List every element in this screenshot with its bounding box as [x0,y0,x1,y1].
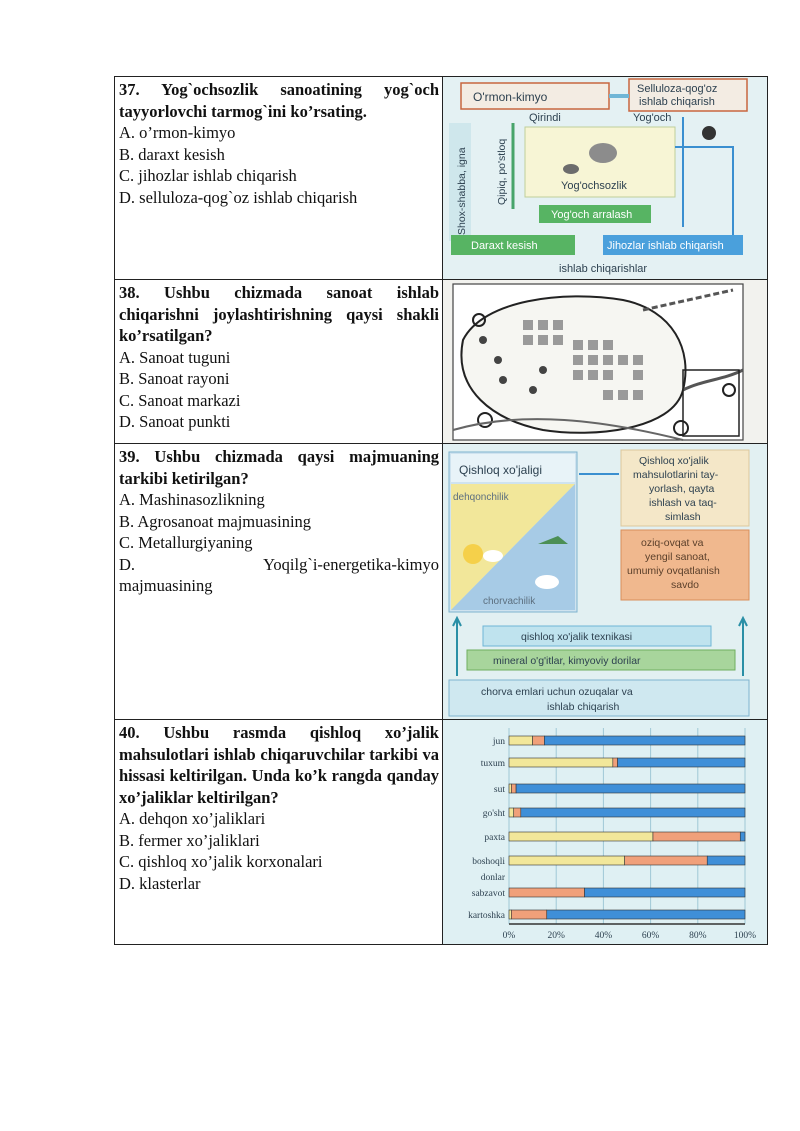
x-tick-label: 60% [641,931,660,941]
category-label: sabzavot [471,889,505,899]
label-oziq-1: oziq-ovqat va [641,537,704,549]
option-d [119,554,439,576]
bar-segment [544,736,745,745]
question-38-text: 38. Ushbu chizmada sanoat ishlab chiqarishni joylashtirishning qaysi shakli ko’rsatilgan? [119,283,439,345]
label-daraxt-kesish: Daraxt kesish [471,240,538,252]
option-c: C. Sanoat markazi [119,390,241,410]
question-40-cell [115,720,443,945]
category-label: paxta [484,833,505,843]
label-yogoch-arralash: Yog'och arralash [551,209,633,221]
question-38-cell [115,280,443,444]
option-a: A. Sanoat tuguni [119,347,231,367]
category-label: kartoshka [468,911,505,921]
option-d: D. selluloza-qog`oz ishlab chiqarish [119,187,358,207]
bar-segment [533,736,545,745]
option-c: C. qishloq xo’jalik korxonalari [119,852,323,871]
option-d-letter: D. [119,554,136,574]
label-selluloza-2: ishlab chiqarish [639,96,715,108]
option-d: D. klasterlar [119,873,201,893]
option-d: D. Sanoat punkti [119,412,231,431]
bar-segment [511,910,546,919]
bar-segment [509,758,613,767]
label-jihozlar: Jihozlar ishlab chiqarish [607,240,724,252]
x-tick-label: 40% [594,931,613,941]
category-label: donlar [480,873,505,883]
option-b: B. Agrosanoat majmuasining [119,511,312,531]
question-37-text: 37. Yog`ochsozlik sanoatining yog`och tayyorlovchi tarmog`ini ko’rsating. [119,80,439,121]
quiz-table [114,76,768,945]
category-label: go'sht [482,809,505,819]
label-yogochsozlik: Yog'ochsozlik [561,180,627,192]
option-b: B. daraxt kesish [119,144,225,164]
x-tick-label: 80% [689,931,707,941]
label-selluloza: Selluloza-qog'oz [637,83,718,95]
bar-segment [707,856,745,865]
question-39-text: 39. Ushbu chizmada qaysi majmuaning tarkibi ketirilgan? [119,447,439,488]
category-label: tuxum [480,759,505,769]
option-d-text: Yoqilg`i-energetika-kimyo [263,554,439,574]
bar-segment [740,832,745,841]
industrial-layout-map [443,280,767,443]
x-tick-label: 0% [502,931,516,941]
label-tayyorlash-1: Qishloq xo'jalik [639,455,709,467]
label-ishlab-chiqarishlar: ishlab chiqarishlar [559,263,648,275]
category-label: jun [492,737,505,747]
label-shox-shabba: Shox-shabba, igna [456,147,468,235]
label-chorvachilik: chorvachilik [483,596,536,607]
figure-40-cell [443,720,768,945]
bar-segment [509,888,585,897]
x-tick-label: 20% [547,931,565,941]
bar-segment [585,888,745,897]
option-b: B. fermer xo’jaliklari [119,830,260,850]
option-a: A. Mashinasozlikning [119,490,265,509]
label-qipiq: Qipiq, po'stloq [496,138,508,205]
label-dehqonchilik: dehqonchilik [453,492,509,503]
figure-39-cell [443,444,768,720]
log-icon [702,126,716,140]
sheep-icon [483,550,503,562]
bar-segment [618,758,745,767]
x-tick-label: 100% [733,931,757,941]
bar-segment [653,832,740,841]
label-tayyorlash-2: mahsulotlarini tay- [633,469,719,481]
bar-segment [509,808,514,817]
label-qirindi: Qirindi [529,112,561,124]
option-c: C. Metallurgiyaning [119,533,253,552]
bar-segment [547,910,745,919]
bar-segment [509,784,511,793]
category-label: boshoqli [472,857,505,867]
bar-segment [511,784,516,793]
bar-segment [521,808,745,817]
wood-industry-diagram [443,77,767,279]
label-oziq-2: yengil sanoat, [645,551,710,563]
producers-stacked-bar-chart [443,720,767,944]
label-oziq-3: umumiy ovqatlanish [627,565,720,577]
sun-icon [463,544,483,564]
label-texnika: qishloq xo'jalik texnikasi [521,631,633,643]
label-chorva-1: chorva emlari uchun ozuqalar va [481,686,633,698]
label-ormon-kimyo: O'rmon-kimyo [473,90,548,104]
cow-icon [535,575,559,589]
label-ogitlar: mineral o'g'itlar, kimyoviy dorilar [493,655,641,667]
agro-complex-diagram [443,444,767,719]
option-a: A. o’rmon-kimyo [119,123,236,142]
bar-segment [509,832,653,841]
category-label: sut [493,785,505,795]
figure-37-cell [443,77,768,280]
label-tayyorlash-3: yorlash, qayta [649,483,715,495]
bar-segment [625,856,708,865]
bar-segment [514,808,521,817]
label-oziq-4: savdo [671,579,700,591]
label-yogoch: Yog'och [633,112,672,124]
question-39-cell [115,444,443,720]
figure-38-cell [443,280,768,444]
bar-segment [509,736,533,745]
bar-segment [613,758,618,767]
bar-segment [509,910,511,919]
label-qishloq-xojaligi: Qishloq xo'jaligi [459,463,542,477]
label-chorva-2: ishlab chiqarish [547,701,620,713]
option-a: A. dehqon xo’jaliklari [119,809,266,828]
option-d-continuation: majmuasining [119,576,213,595]
option-b: B. Sanoat rayoni [119,369,230,388]
label-tayyorlash-4: ishlash va taq- [649,497,717,509]
option-c: C. jihozlar ishlab chiqarish [119,166,297,185]
bar-segment [516,784,745,793]
question-37-cell [115,77,443,280]
bar-segment [509,856,625,865]
question-40-text: 40. Ushbu rasmda qishloq xo’jalik mahsulotlari ishlab chiqaruvchilar tarkibi va hissasi keltirilgan. Unda ko’k rangda qanday xo’jaliklar keltirilgan? [119,723,439,807]
label-tayyorlash-5: simlash [665,511,701,523]
saw-icon [589,143,617,163]
